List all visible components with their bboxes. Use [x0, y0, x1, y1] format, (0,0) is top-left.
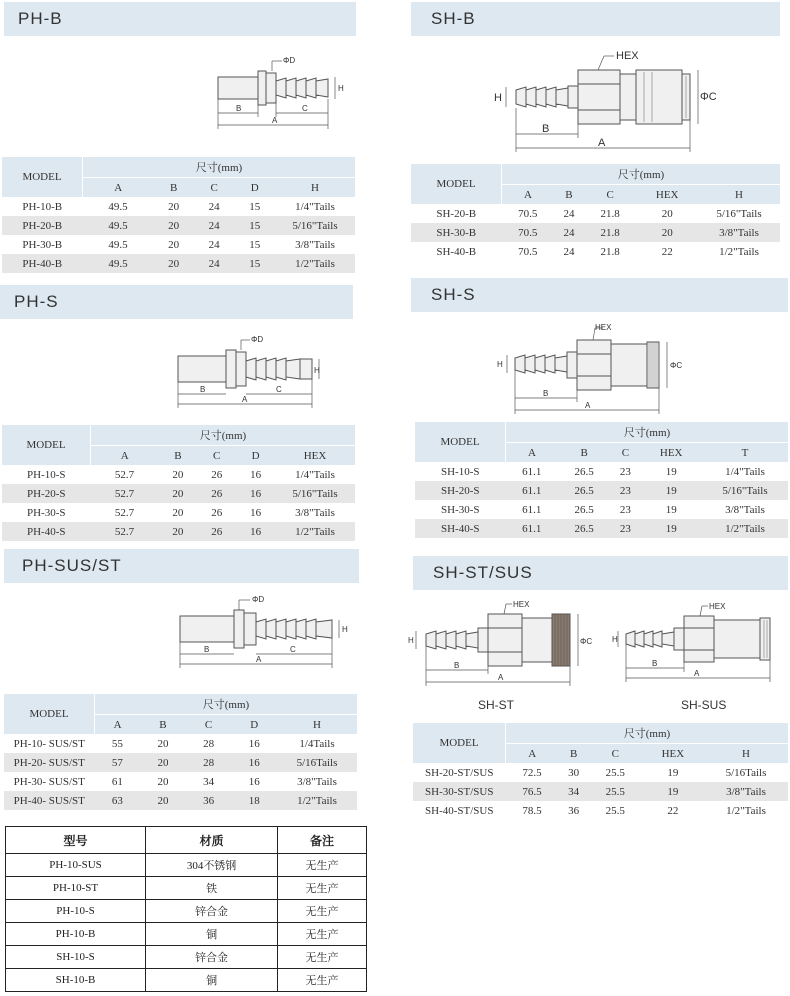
cell: 15 [234, 216, 275, 235]
sh-st-caption: SH-ST [478, 698, 514, 712]
cell: PH-40- SUS/ST [4, 791, 95, 810]
cell: PH-30- SUS/ST [4, 772, 95, 791]
cell: 20 [636, 223, 698, 242]
cell: 铁 [146, 877, 278, 900]
model-header: MODEL [413, 723, 506, 763]
col-header: HEX [636, 185, 698, 205]
cell: PH-20-B [2, 216, 83, 235]
sh-sus-diagram [612, 598, 790, 690]
cell: 23 [610, 519, 640, 538]
ph-sus-label-d: ΦD [252, 595, 265, 604]
cell: 52.7 [91, 503, 159, 522]
cell: 23 [610, 462, 640, 481]
col-header: HEX [275, 446, 355, 466]
cell: 23 [610, 481, 640, 500]
table-row [2, 484, 355, 503]
cell: 26 [197, 503, 236, 522]
cell: 16 [236, 484, 275, 503]
sh-s-label-h: H [497, 360, 503, 369]
ph-b-diagram [210, 55, 360, 135]
sh-st-table [413, 723, 788, 820]
ph-sus-table [4, 694, 357, 810]
cell: 21.8 [584, 223, 636, 242]
table-row [411, 204, 780, 223]
cell: 36 [558, 801, 588, 820]
cell: SH-40-B [411, 242, 502, 261]
table-row [6, 969, 367, 992]
cell: SH-30-ST/SUS [413, 782, 506, 801]
cell: 49.5 [83, 197, 154, 216]
cell: 20 [158, 484, 197, 503]
sh-st-label-b: B [454, 661, 460, 670]
table-row [4, 734, 357, 753]
cell: 19 [642, 763, 704, 782]
col-header: HEX [642, 744, 704, 764]
table-row [415, 462, 788, 481]
cell: 铜 [146, 923, 278, 946]
cell: 21.8 [584, 204, 636, 223]
cell: 70.5 [502, 204, 554, 223]
table-row [2, 465, 355, 484]
cell: 26 [197, 465, 236, 484]
cell: 76.5 [506, 782, 559, 801]
cell: SH-20-S [415, 481, 506, 500]
cell: 无生产 [278, 946, 367, 969]
cell: 26 [197, 522, 236, 541]
cell: 24 [194, 254, 235, 273]
table-row [4, 772, 357, 791]
cell: 16 [231, 734, 277, 753]
cell: 34 [558, 782, 588, 801]
cell: PH-30-B [2, 235, 83, 254]
sh-sus-caption: SH-SUS [681, 698, 727, 712]
sh-s-diagram [495, 320, 695, 416]
col-header: H [698, 185, 780, 205]
dim-header: 尺寸(mm) [91, 425, 356, 446]
cell: 3/8"Tails [704, 782, 788, 801]
cell: 20 [158, 465, 197, 484]
col-header: H [277, 715, 357, 735]
sh-st-label-h: H [408, 636, 414, 645]
table-row [411, 223, 780, 242]
cell: PH-10-ST [6, 877, 146, 900]
cell: SH-40-ST/SUS [413, 801, 506, 820]
cell: PH-20- SUS/ST [4, 753, 95, 772]
ph-b-label-h: H [338, 84, 344, 93]
cell: 24 [554, 223, 584, 242]
cell: PH-10- SUS/ST [4, 734, 95, 753]
cell: 61 [95, 772, 141, 791]
section-title-sh-s: SH-S [411, 278, 788, 312]
cell: 19 [640, 481, 702, 500]
ph-s-label-h: H [314, 366, 320, 375]
col-header: C [197, 446, 236, 466]
model-header: MODEL [4, 694, 95, 734]
cell: 22 [642, 801, 704, 820]
cell: 78.5 [506, 801, 559, 820]
table-row [4, 753, 357, 772]
cell: 20 [153, 197, 194, 216]
cell: 52.7 [91, 522, 159, 541]
section-title-ph-b: PH-B [4, 2, 356, 36]
cell: 28 [186, 734, 232, 753]
cell: 26.5 [558, 462, 610, 481]
cell: SH-30-S [415, 500, 506, 519]
cell: 1/2"Tails [704, 801, 788, 820]
cell: 5/16Tails [277, 753, 357, 772]
cell: 23 [610, 500, 640, 519]
cell: 1/4"Tails [275, 465, 355, 484]
cell: 锌合金 [146, 946, 278, 969]
sh-sus-label-a: A [694, 669, 700, 678]
dim-header: 尺寸(mm) [506, 723, 789, 744]
sh-st-label-hex: HEX [513, 600, 530, 609]
cell: 24 [554, 204, 584, 223]
sh-st-label-a: A [498, 673, 504, 682]
cell: 49.5 [83, 216, 154, 235]
cell: 3/8"Tails [698, 223, 780, 242]
col-header: A [91, 446, 159, 466]
cell: 20 [140, 753, 186, 772]
sh-b-diagram [492, 48, 717, 156]
cell: 5/16"Tails [275, 216, 355, 235]
cell: 24 [194, 235, 235, 254]
table-row [6, 854, 367, 877]
ph-b-label-a: A [272, 116, 278, 125]
sh-b-table [411, 164, 780, 261]
cell: 26.5 [558, 519, 610, 538]
cell: 3/8"Tails [275, 503, 355, 522]
table-row [413, 763, 788, 782]
cell: PH-10-SUS [6, 854, 146, 877]
ph-b-table [2, 157, 355, 273]
cell: 20 [140, 791, 186, 810]
cell: PH-10-S [6, 900, 146, 923]
cell: 1/4"Tails [702, 462, 788, 481]
col-header: D [234, 178, 275, 198]
sh-b-label-hex: HEX [616, 50, 639, 62]
ph-b-label-d: ΦD [283, 56, 296, 65]
cell: 5/16"Tails [698, 204, 780, 223]
col-header: A [83, 178, 154, 198]
cell: 25.5 [589, 763, 642, 782]
cell: 70.5 [502, 223, 554, 242]
cell: 72.5 [506, 763, 559, 782]
cell: 61.1 [506, 519, 558, 538]
cell: PH-20-S [2, 484, 91, 503]
cell: 16 [236, 465, 275, 484]
cell: 1/2"Tails [698, 242, 780, 261]
ph-s-label-b: B [200, 385, 206, 394]
cell: 24 [194, 197, 235, 216]
cell: PH-40-S [2, 522, 91, 541]
ph-b-label-c: C [302, 104, 308, 113]
ph-sus-diagram [172, 592, 357, 672]
cell: 52.7 [91, 465, 159, 484]
section-title-ph-sus-st: PH-SUS/ST [4, 549, 359, 583]
cell: 无生产 [278, 923, 367, 946]
ph-s-label-a: A [242, 395, 248, 404]
dim-header: 尺寸(mm) [95, 694, 358, 715]
cell: 3/8"Tails [702, 500, 788, 519]
col-header: A [95, 715, 141, 735]
sh-s-label-a: A [585, 401, 591, 410]
cell: PH-10-B [6, 923, 146, 946]
section-title-sh-b: SH-B [411, 2, 780, 36]
table-row [6, 923, 367, 946]
materials-header-material: 材质 [146, 827, 278, 854]
table-row [2, 197, 355, 216]
table-row [4, 791, 357, 810]
cell: 26.5 [558, 500, 610, 519]
cell: 22 [636, 242, 698, 261]
model-header: MODEL [415, 422, 506, 462]
cell: 锌合金 [146, 900, 278, 923]
cell: 无生产 [278, 854, 367, 877]
cell: 20 [153, 235, 194, 254]
model-header: MODEL [411, 164, 502, 204]
table-row [6, 900, 367, 923]
cell: 19 [640, 519, 702, 538]
col-header: D [236, 446, 275, 466]
cell: 34 [186, 772, 232, 791]
table-row [415, 481, 788, 500]
section-title-sh-st-sus: SH-ST/SUS [413, 556, 788, 590]
cell: 30 [558, 763, 588, 782]
cell: PH-10-B [2, 197, 83, 216]
cell: 15 [234, 235, 275, 254]
col-header: C [186, 715, 232, 735]
cell: 1/4"Tails [275, 197, 355, 216]
sh-b-label-b: B [542, 123, 550, 135]
table-row [415, 500, 788, 519]
cell: 20 [158, 503, 197, 522]
cell: 61.1 [506, 481, 558, 500]
sh-b-label-h: H [494, 92, 502, 104]
sh-b-label-c: ΦC [700, 91, 717, 103]
sh-sus-label-b: B [652, 659, 658, 668]
col-header: H [704, 744, 788, 764]
cell: 24 [554, 242, 584, 261]
cell: 20 [636, 204, 698, 223]
col-header: A [506, 443, 558, 463]
table-row [411, 242, 780, 261]
sh-s-table [415, 422, 788, 538]
cell: 15 [234, 197, 275, 216]
cell: PH-10-S [2, 465, 91, 484]
ph-s-label-d: ΦD [251, 335, 264, 344]
cell: 55 [95, 734, 141, 753]
cell: 无生产 [278, 900, 367, 923]
cell: 16 [236, 503, 275, 522]
cell: 20 [140, 772, 186, 791]
sh-st-label-c: ΦC [580, 637, 593, 646]
col-header: B [558, 443, 610, 463]
col-header: B [140, 715, 186, 735]
cell: 16 [236, 522, 275, 541]
col-header: D [231, 715, 277, 735]
table-row [415, 519, 788, 538]
sh-sus-label-h: H [612, 635, 618, 644]
cell: 19 [640, 500, 702, 519]
cell: 25.5 [589, 801, 642, 820]
table-row [2, 503, 355, 522]
col-header: B [158, 446, 197, 466]
ph-sus-label-h: H [342, 625, 348, 634]
cell: 70.5 [502, 242, 554, 261]
cell: SH-20-ST/SUS [413, 763, 506, 782]
sh-s-label-hex: HEX [595, 323, 612, 332]
ph-b-label-b: B [236, 104, 242, 113]
cell: SH-10-B [6, 969, 146, 992]
cell: 21.8 [584, 242, 636, 261]
cell: 18 [231, 791, 277, 810]
cell: 1/2"Tails [702, 519, 788, 538]
materials-table [5, 826, 367, 992]
table-row [6, 946, 367, 969]
cell: 26 [197, 484, 236, 503]
sh-s-label-b: B [543, 389, 549, 398]
cell: SH-40-S [415, 519, 506, 538]
cell: 5/16"Tails [275, 484, 355, 503]
col-header: B [554, 185, 584, 205]
cell: 无生产 [278, 969, 367, 992]
col-header: C [584, 185, 636, 205]
table-row [413, 782, 788, 801]
cell: 1/2"Tails [277, 791, 357, 810]
col-header: A [502, 185, 554, 205]
materials-header-note: 备注 [278, 827, 367, 854]
table-row [6, 877, 367, 900]
cell: 20 [153, 216, 194, 235]
cell: PH-30-S [2, 503, 91, 522]
cell: SH-10-S [415, 462, 506, 481]
cell: 63 [95, 791, 141, 810]
cell: 25.5 [589, 782, 642, 801]
col-header: B [153, 178, 194, 198]
cell: 19 [642, 782, 704, 801]
ph-s-diagram [172, 332, 332, 412]
cell: 15 [234, 254, 275, 273]
cell: 20 [140, 734, 186, 753]
dim-header: 尺寸(mm) [506, 422, 789, 443]
cell: 49.5 [83, 235, 154, 254]
cell: SH-10-S [6, 946, 146, 969]
cell: 3/8"Tails [275, 235, 355, 254]
materials-header-model: 型号 [6, 827, 146, 854]
model-header: MODEL [2, 157, 83, 197]
section-title-ph-s: PH-S [0, 285, 353, 319]
ph-sus-label-b: B [204, 645, 210, 654]
cell: 1/2"Tails [275, 254, 355, 273]
table-row [2, 254, 355, 273]
cell: 61.1 [506, 500, 558, 519]
sh-sus-label-hex: HEX [709, 602, 726, 611]
cell: SH-20-B [411, 204, 502, 223]
cell: 26.5 [558, 481, 610, 500]
table-row [2, 522, 355, 541]
cell: 52.7 [91, 484, 159, 503]
cell: 304不锈钢 [146, 854, 278, 877]
cell: 57 [95, 753, 141, 772]
col-header: C [194, 178, 235, 198]
cell: 1/2"Tails [275, 522, 355, 541]
cell: 铜 [146, 969, 278, 992]
ph-sus-label-a: A [256, 655, 262, 664]
cell: SH-30-B [411, 223, 502, 242]
table-row [2, 216, 355, 235]
table-row [413, 801, 788, 820]
cell: 16 [231, 753, 277, 772]
ph-s-table [2, 425, 355, 541]
sh-b-label-a: A [598, 137, 606, 149]
dim-header: 尺寸(mm) [83, 157, 356, 178]
cell: 61.1 [506, 462, 558, 481]
sh-s-label-c: ΦC [670, 361, 683, 370]
cell: 1/4Tails [277, 734, 357, 753]
table-row [2, 235, 355, 254]
cell: 20 [158, 522, 197, 541]
cell: 19 [640, 462, 702, 481]
col-header: A [506, 744, 559, 764]
cell: 36 [186, 791, 232, 810]
cell: 3/8"Tails [277, 772, 357, 791]
cell: 5/16"Tails [702, 481, 788, 500]
cell: PH-40-B [2, 254, 83, 273]
ph-sus-label-c: C [290, 645, 296, 654]
dim-header: 尺寸(mm) [502, 164, 781, 185]
cell: 24 [194, 216, 235, 235]
model-header: MODEL [2, 425, 91, 465]
col-header: HEX [640, 443, 702, 463]
cell: 5/16Tails [704, 763, 788, 782]
cell: 无生产 [278, 877, 367, 900]
cell: 28 [186, 753, 232, 772]
col-header: H [275, 178, 355, 198]
col-header: C [589, 744, 642, 764]
ph-s-label-c: C [276, 385, 282, 394]
col-header: T [702, 443, 788, 463]
col-header: B [558, 744, 588, 764]
col-header: C [610, 443, 640, 463]
cell: 49.5 [83, 254, 154, 273]
sh-st-diagram [408, 598, 593, 690]
cell: 20 [153, 254, 194, 273]
cell: 16 [231, 772, 277, 791]
